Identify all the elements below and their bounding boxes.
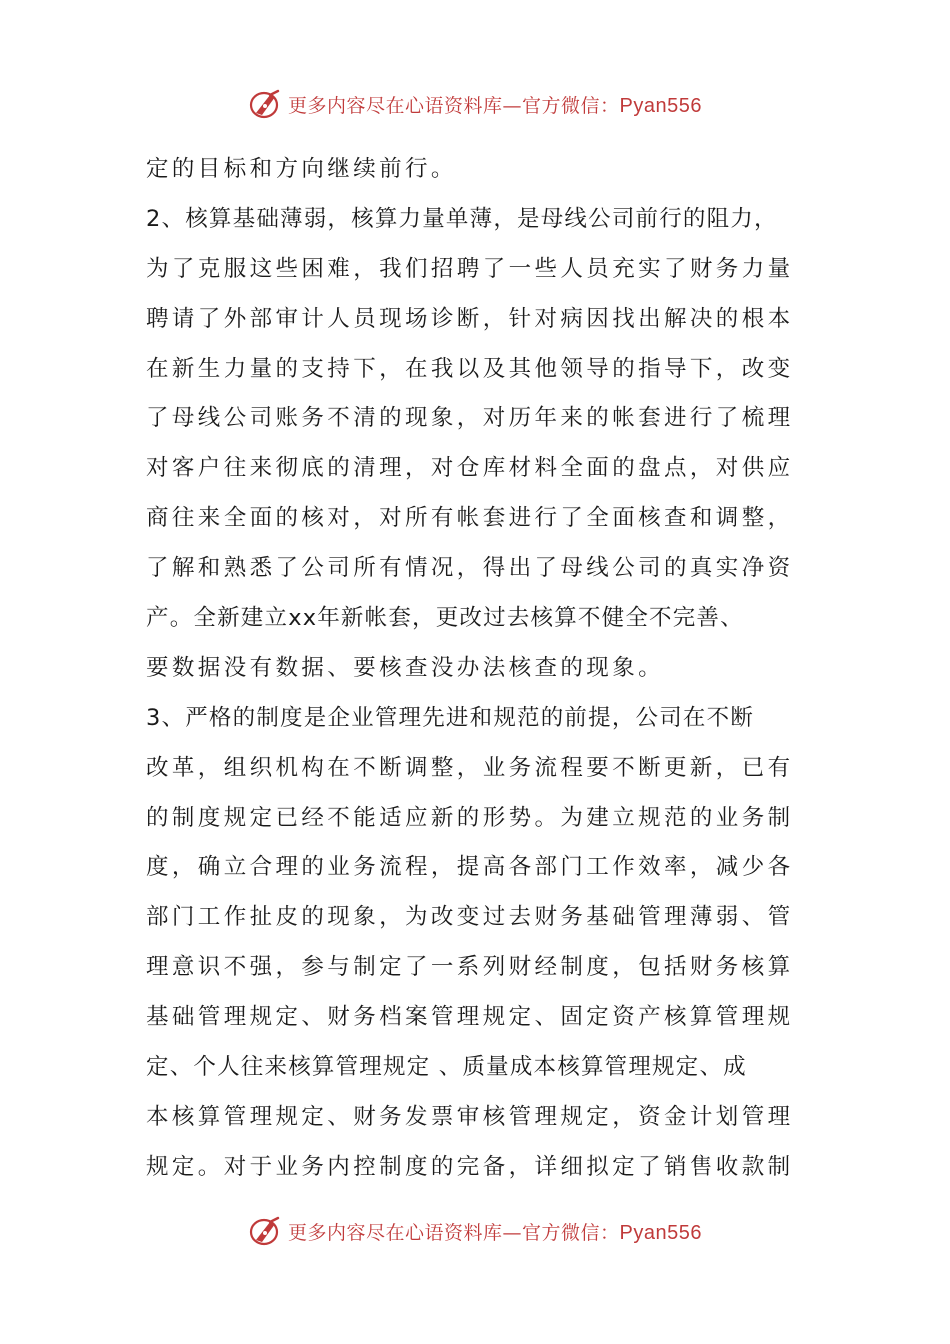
header-banner-text (288, 91, 702, 118)
body-line: 基础管理规定、财务档案管理规定、固定资产核算管理规 (146, 1004, 794, 1031)
body-line: 了母线公司账务不清的现象，对历年来的帐套进行了梳理 (146, 405, 794, 432)
body-line: 要数据没有数据、要核查没办法核查的现象。 (146, 654, 665, 681)
header-banner (0, 86, 950, 122)
body-line: 产。全新建立xx年新帐套，更改过去核算不健全不完善、 (146, 605, 744, 632)
body-line: 部门工作扯皮的现象，为改变过去财务基础管理薄弱、管 (146, 904, 794, 931)
pen-nib-circle-icon (248, 87, 282, 121)
footer-banner-dash: — (502, 1221, 523, 1244)
body-line: 规定。对于业务内控制度的完备，详细拟定了销售收款制 (146, 1153, 794, 1180)
body-line: 商往来全面的核对，对所有帐套进行了全面核查和调整， (146, 505, 794, 532)
body-line: 3、严格的制度是企业管理先进和规范的前提，公司在不断 (146, 704, 755, 731)
body-line: 理意识不强，参与制定了一系列财经制度，包括财务核算 (146, 954, 794, 981)
footer-banner (0, 1213, 950, 1249)
footer-banner-main: 更多内容尽在心语资料库 (288, 1221, 503, 1244)
header-banner-label: 官方微信： (522, 94, 620, 117)
document-body (146, 145, 812, 1193)
body-line: 2、核算基础薄弱，核算力量单薄，是母线公司前行的阻力， (146, 205, 778, 232)
header-banner-main: 更多内容尽在心语资料库 (288, 94, 503, 117)
footer-banner-label: 官方微信： (522, 1221, 620, 1244)
footer-banner-wechat-id: Pyan556 (619, 1221, 702, 1244)
body-line: 定、个人往来核算管理规定 、质量成本核算管理规定、成 (146, 1054, 747, 1081)
header-banner-dash: — (502, 94, 523, 117)
body-line: 在新生力量的支持下，在我以及其他领导的指导下，改变 (146, 355, 794, 382)
header-banner-wechat-id: Pyan556 (619, 94, 702, 117)
body-line: 本核算管理规定、财务发票审核管理规定，资金计划管理 (146, 1103, 794, 1130)
body-line: 度，确立合理的业务流程，提高各部门工作效率，减少各 (146, 854, 794, 881)
pen-nib-circle-icon (248, 1214, 282, 1248)
body-line: 定的目标和方向继续前行。 (146, 156, 457, 182)
body-line: 对客户往来彻底的清理，对仓库材料全面的盘点，对供应 (146, 455, 794, 482)
body-line: 聘请了外部审计人员现场诊断，针对病因找出解决的根本 (146, 305, 794, 332)
footer-banner-text (288, 1218, 702, 1245)
body-line: 改革，组织机构在不断调整，业务流程要不断更新，已有 (146, 754, 794, 781)
body-line: 为了克服这些困难，我们招聘了一些人员充实了财务力量 (146, 255, 794, 282)
body-line: 的制度规定已经不能适应新的形势。为建立规范的业务制 (146, 804, 794, 831)
body-line: 了解和熟悉了公司所有情况，得出了母线公司的真实净资 (146, 555, 794, 582)
